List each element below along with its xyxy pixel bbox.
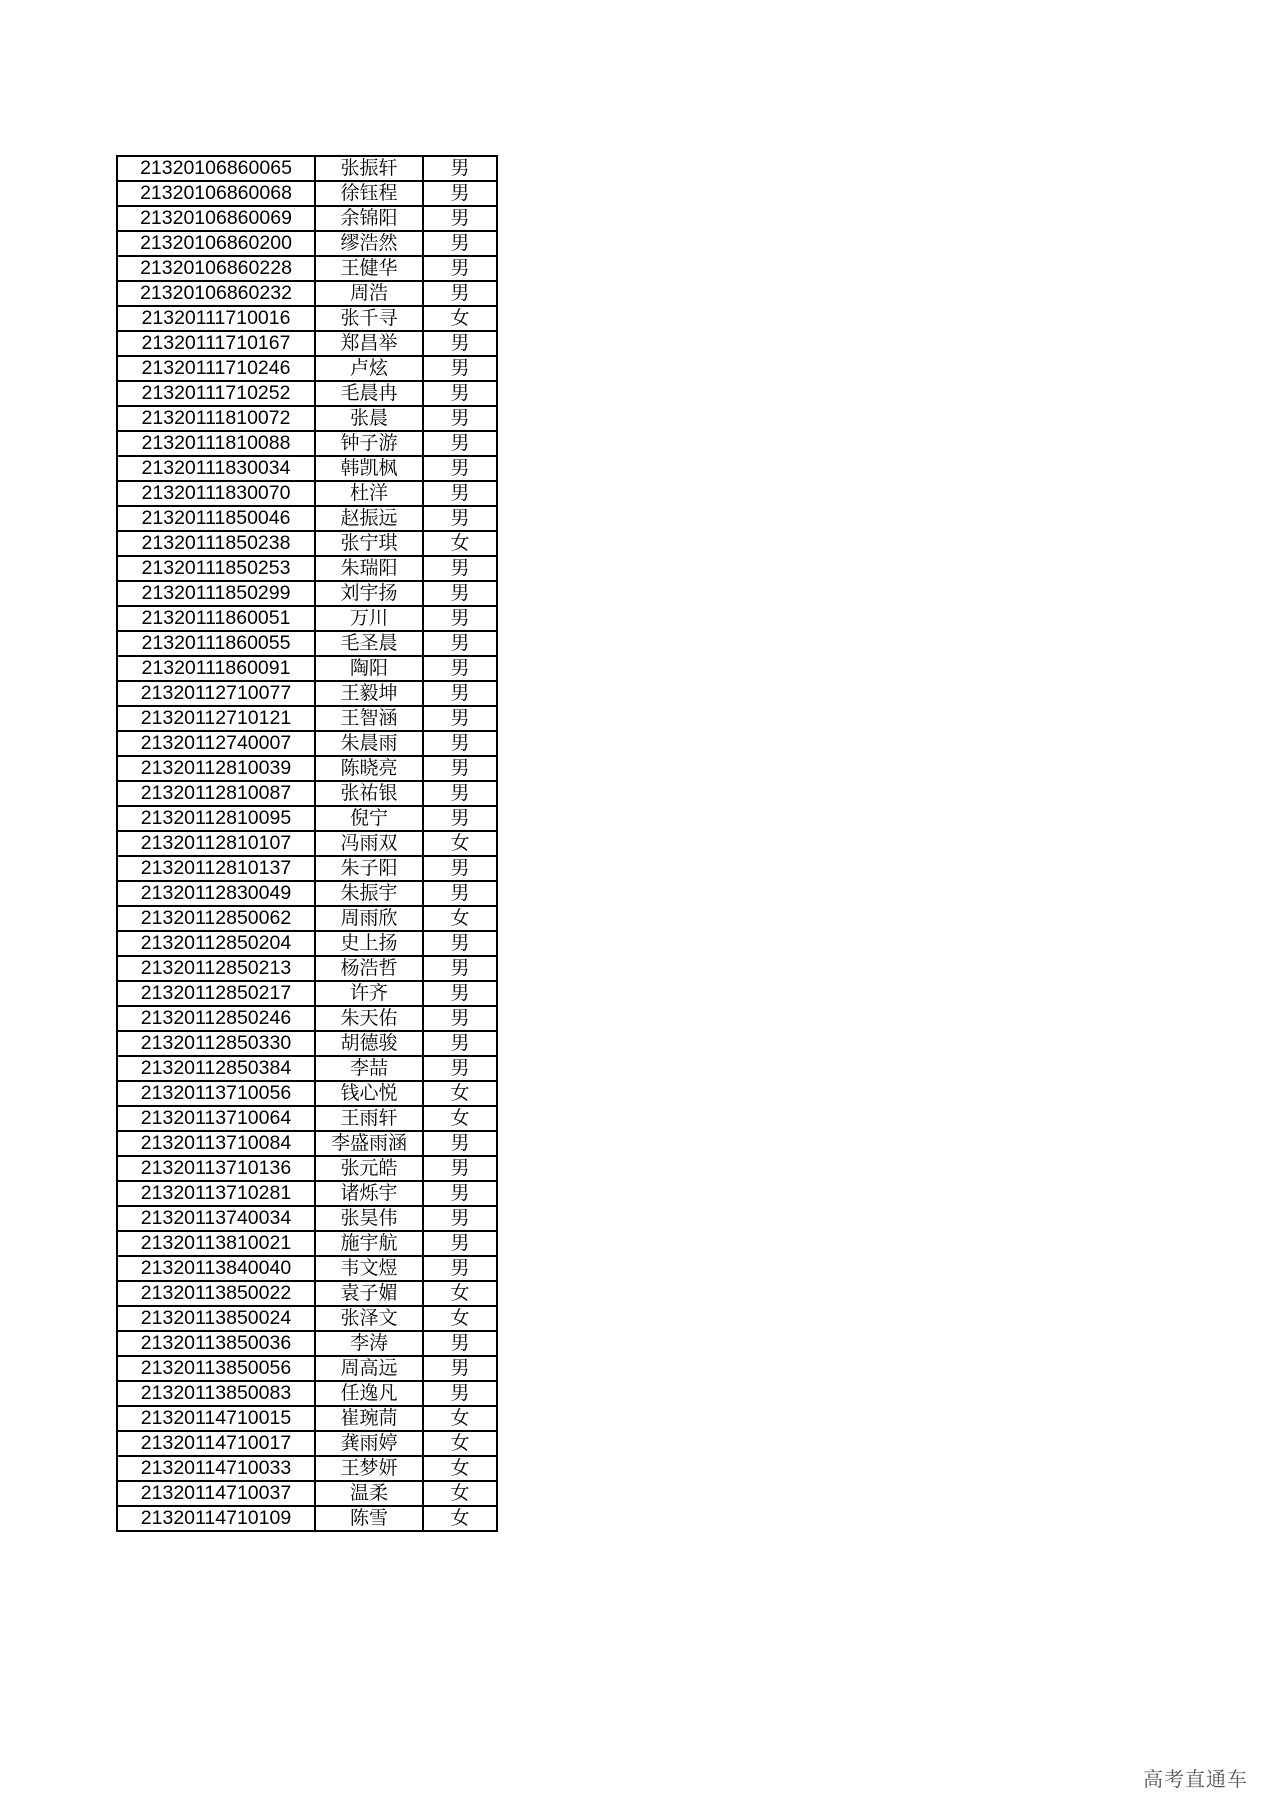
table-row <box>117 1081 497 1106</box>
student-name-cell: 施宇航 <box>315 1231 423 1256</box>
table-row <box>117 1331 497 1356</box>
gender-cell: 男 <box>423 1331 497 1356</box>
student-name-cell: 张振轩 <box>315 156 423 181</box>
gender-cell: 男 <box>423 1206 497 1231</box>
gender-cell: 男 <box>423 656 497 681</box>
exam-id-cell: 21320112830049 <box>117 881 315 906</box>
gender-cell: 男 <box>423 781 497 806</box>
table-row <box>117 756 497 781</box>
watermark-text: 高考直通车 <box>1143 1767 1248 1791</box>
student-name-cell: 卢炫 <box>315 356 423 381</box>
table-row <box>117 731 497 756</box>
student-name-cell: 倪宁 <box>315 806 423 831</box>
exam-id-cell: 21320112810137 <box>117 856 315 881</box>
student-name-cell: 杨浩哲 <box>315 956 423 981</box>
gender-cell: 男 <box>423 681 497 706</box>
exam-id-cell: 21320112810107 <box>117 831 315 856</box>
gender-cell: 女 <box>423 1106 497 1131</box>
student-name-cell: 韦文煜 <box>315 1256 423 1281</box>
table-row <box>117 1056 497 1081</box>
exam-id-cell: 21320111850238 <box>117 531 315 556</box>
student-name-cell: 周浩 <box>315 281 423 306</box>
table-row <box>117 1031 497 1056</box>
student-name-cell: 王智涵 <box>315 706 423 731</box>
exam-id-cell: 21320113850083 <box>117 1381 315 1406</box>
exam-id-cell: 21320113850022 <box>117 1281 315 1306</box>
exam-id-cell: 21320106860200 <box>117 231 315 256</box>
student-name-cell: 刘宇扬 <box>315 581 423 606</box>
table-row <box>117 1106 497 1131</box>
table-row <box>117 806 497 831</box>
table-row <box>117 1481 497 1506</box>
exam-id-cell: 21320111810072 <box>117 406 315 431</box>
gender-cell: 男 <box>423 1181 497 1206</box>
exam-id-cell: 21320114710033 <box>117 1456 315 1481</box>
gender-cell: 女 <box>423 906 497 931</box>
exam-id-cell: 21320111850299 <box>117 581 315 606</box>
student-name-cell: 杜洋 <box>315 481 423 506</box>
gender-cell: 女 <box>423 1281 497 1306</box>
exam-id-cell: 21320113710281 <box>117 1181 315 1206</box>
exam-id-cell: 21320114710037 <box>117 1481 315 1506</box>
student-name-cell: 张宁琪 <box>315 531 423 556</box>
gender-cell: 男 <box>423 1031 497 1056</box>
table-row <box>117 706 497 731</box>
gender-cell: 男 <box>423 331 497 356</box>
exam-id-cell: 21320112740007 <box>117 731 315 756</box>
table-row <box>117 956 497 981</box>
table-row <box>117 531 497 556</box>
exam-id-cell: 21320113710084 <box>117 1131 315 1156</box>
table-row <box>117 1206 497 1231</box>
gender-cell: 男 <box>423 931 497 956</box>
gender-cell: 女 <box>423 1431 497 1456</box>
gender-cell: 男 <box>423 1381 497 1406</box>
exam-id-cell: 21320111710252 <box>117 381 315 406</box>
table-row <box>117 1506 497 1531</box>
roster-body <box>117 156 497 1531</box>
table-row <box>117 256 497 281</box>
table-row <box>117 381 497 406</box>
student-name-cell: 许齐 <box>315 981 423 1006</box>
exam-id-cell: 21320106860228 <box>117 256 315 281</box>
table-row <box>117 206 497 231</box>
student-name-cell: 张昊伟 <box>315 1206 423 1231</box>
student-name-cell: 朱瑞阳 <box>315 556 423 581</box>
table-row <box>117 981 497 1006</box>
roster-table <box>116 155 498 1532</box>
gender-cell: 女 <box>423 306 497 331</box>
exam-id-cell: 21320111830034 <box>117 456 315 481</box>
table-row <box>117 306 497 331</box>
gender-cell: 男 <box>423 406 497 431</box>
student-name-cell: 张千寻 <box>315 306 423 331</box>
gender-cell: 男 <box>423 756 497 781</box>
student-name-cell: 王雨轩 <box>315 1106 423 1131</box>
student-name-cell: 冯雨双 <box>315 831 423 856</box>
student-name-cell: 王健华 <box>315 256 423 281</box>
student-name-cell: 钟子游 <box>315 431 423 456</box>
exam-id-cell: 21320113840040 <box>117 1256 315 1281</box>
student-name-cell: 徐钰程 <box>315 181 423 206</box>
exam-id-cell: 21320113710136 <box>117 1156 315 1181</box>
table-row <box>117 1281 497 1306</box>
student-name-cell: 温柔 <box>315 1481 423 1506</box>
gender-cell: 男 <box>423 481 497 506</box>
exam-id-cell: 21320112810039 <box>117 756 315 781</box>
table-row <box>117 1456 497 1481</box>
gender-cell: 男 <box>423 556 497 581</box>
exam-id-cell: 21320112710121 <box>117 706 315 731</box>
student-name-cell: 毛圣晨 <box>315 631 423 656</box>
table-row <box>117 1406 497 1431</box>
table-row <box>117 581 497 606</box>
student-name-cell: 余锦阳 <box>315 206 423 231</box>
gender-cell: 男 <box>423 1356 497 1381</box>
student-name-cell: 任逸凡 <box>315 1381 423 1406</box>
table-row <box>117 1156 497 1181</box>
table-row <box>117 906 497 931</box>
student-name-cell: 缪浩然 <box>315 231 423 256</box>
student-name-cell: 毛晨冉 <box>315 381 423 406</box>
student-name-cell: 张泽文 <box>315 1306 423 1331</box>
table-row <box>117 1256 497 1281</box>
exam-id-cell: 21320112810095 <box>117 806 315 831</box>
gender-cell: 男 <box>423 1056 497 1081</box>
student-name-cell: 钱心悦 <box>315 1081 423 1106</box>
table-row <box>117 231 497 256</box>
student-name-cell: 朱晨雨 <box>315 731 423 756</box>
student-name-cell: 赵振远 <box>315 506 423 531</box>
table-row <box>117 406 497 431</box>
student-name-cell: 龚雨婷 <box>315 1431 423 1456</box>
table-row <box>117 931 497 956</box>
student-name-cell: 张祐银 <box>315 781 423 806</box>
student-name-cell: 王毅坤 <box>315 681 423 706</box>
exam-id-cell: 21320111860051 <box>117 606 315 631</box>
table-row <box>117 681 497 706</box>
student-name-cell: 诸烁宇 <box>315 1181 423 1206</box>
student-name-cell: 郑昌举 <box>315 331 423 356</box>
table-row <box>117 456 497 481</box>
table-row <box>117 831 497 856</box>
exam-id-cell: 21320106860232 <box>117 281 315 306</box>
table-row <box>117 606 497 631</box>
table-row <box>117 781 497 806</box>
table-row <box>117 631 497 656</box>
gender-cell: 男 <box>423 381 497 406</box>
exam-id-cell: 21320113740034 <box>117 1206 315 1231</box>
gender-cell: 女 <box>423 1456 497 1481</box>
table-row <box>117 881 497 906</box>
exam-id-cell: 21320111850253 <box>117 556 315 581</box>
gender-cell: 男 <box>423 881 497 906</box>
table-row <box>117 556 497 581</box>
student-name-cell: 李喆 <box>315 1056 423 1081</box>
exam-id-cell: 21320112850213 <box>117 956 315 981</box>
gender-cell: 女 <box>423 1081 497 1106</box>
gender-cell: 男 <box>423 1131 497 1156</box>
exam-id-cell: 21320111810088 <box>117 431 315 456</box>
table-row <box>117 1231 497 1256</box>
table-row <box>117 1431 497 1456</box>
student-name-cell: 陶阳 <box>315 656 423 681</box>
table-row <box>117 1356 497 1381</box>
student-name-cell: 胡德骏 <box>315 1031 423 1056</box>
student-name-cell: 朱振宇 <box>315 881 423 906</box>
exam-id-cell: 21320106860069 <box>117 206 315 231</box>
exam-id-cell: 21320111860091 <box>117 656 315 681</box>
gender-cell: 男 <box>423 206 497 231</box>
table-row <box>117 481 497 506</box>
exam-id-cell: 21320113710064 <box>117 1106 315 1131</box>
student-name-cell: 史上扬 <box>315 931 423 956</box>
student-name-cell: 李盛雨涵 <box>315 1131 423 1156</box>
student-name-cell: 韩凯枫 <box>315 456 423 481</box>
exam-id-cell: 21320112850330 <box>117 1031 315 1056</box>
table-row <box>117 506 497 531</box>
exam-id-cell: 21320114710015 <box>117 1406 315 1431</box>
gender-cell: 男 <box>423 806 497 831</box>
exam-id-cell: 21320112850384 <box>117 1056 315 1081</box>
exam-id-cell: 21320113850024 <box>117 1306 315 1331</box>
student-name-cell: 袁子媚 <box>315 1281 423 1306</box>
gender-cell: 男 <box>423 706 497 731</box>
student-name-cell: 崔琬茼 <box>315 1406 423 1431</box>
gender-cell: 男 <box>423 506 497 531</box>
student-name-cell: 朱子阳 <box>315 856 423 881</box>
gender-cell: 男 <box>423 606 497 631</box>
exam-id-cell: 21320113810021 <box>117 1231 315 1256</box>
gender-cell: 男 <box>423 1256 497 1281</box>
gender-cell: 女 <box>423 831 497 856</box>
exam-id-cell: 21320111710016 <box>117 306 315 331</box>
gender-cell: 男 <box>423 456 497 481</box>
exam-id-cell: 21320112850204 <box>117 931 315 956</box>
gender-cell: 女 <box>423 1306 497 1331</box>
gender-cell: 男 <box>423 256 497 281</box>
gender-cell: 男 <box>423 981 497 1006</box>
table-row <box>117 281 497 306</box>
table-row <box>117 1306 497 1331</box>
exam-id-cell: 21320106860068 <box>117 181 315 206</box>
gender-cell: 男 <box>423 1156 497 1181</box>
exam-id-cell: 21320111710167 <box>117 331 315 356</box>
exam-id-cell: 21320114710017 <box>117 1431 315 1456</box>
student-name-cell: 朱天佑 <box>315 1006 423 1031</box>
exam-id-cell: 21320114710109 <box>117 1506 315 1531</box>
gender-cell: 男 <box>423 181 497 206</box>
exam-id-cell: 21320112850217 <box>117 981 315 1006</box>
table-row <box>117 431 497 456</box>
table-row <box>117 1381 497 1406</box>
gender-cell: 男 <box>423 156 497 181</box>
exam-id-cell: 21320113850056 <box>117 1356 315 1381</box>
gender-cell: 男 <box>423 731 497 756</box>
exam-id-cell: 21320112850246 <box>117 1006 315 1031</box>
table-row <box>117 181 497 206</box>
gender-cell: 男 <box>423 431 497 456</box>
student-name-cell: 张晨 <box>315 406 423 431</box>
gender-cell: 男 <box>423 581 497 606</box>
student-name-cell: 张元皓 <box>315 1156 423 1181</box>
gender-cell: 男 <box>423 231 497 256</box>
student-name-cell: 陈晓亮 <box>315 756 423 781</box>
table-row <box>117 1006 497 1031</box>
gender-cell: 男 <box>423 856 497 881</box>
gender-cell: 男 <box>423 281 497 306</box>
gender-cell: 男 <box>423 1006 497 1031</box>
gender-cell: 女 <box>423 1506 497 1531</box>
exam-id-cell: 21320112810087 <box>117 781 315 806</box>
table-row <box>117 156 497 181</box>
exam-id-cell: 21320111860055 <box>117 631 315 656</box>
exam-id-cell: 21320112850062 <box>117 906 315 931</box>
gender-cell: 男 <box>423 956 497 981</box>
student-name-cell: 陈雪 <box>315 1506 423 1531</box>
table-row <box>117 331 497 356</box>
exam-id-cell: 21320111710246 <box>117 356 315 381</box>
gender-cell: 男 <box>423 631 497 656</box>
exam-id-cell: 21320106860065 <box>117 156 315 181</box>
student-name-cell: 万川 <box>315 606 423 631</box>
gender-cell: 男 <box>423 356 497 381</box>
table-row <box>117 656 497 681</box>
gender-cell: 女 <box>423 1406 497 1431</box>
student-name-cell: 周高远 <box>315 1356 423 1381</box>
table-row <box>117 856 497 881</box>
exam-id-cell: 21320111830070 <box>117 481 315 506</box>
student-name-cell: 李涛 <box>315 1331 423 1356</box>
gender-cell: 男 <box>423 1231 497 1256</box>
gender-cell: 女 <box>423 531 497 556</box>
student-name-cell: 王梦妍 <box>315 1456 423 1481</box>
exam-id-cell: 21320111850046 <box>117 506 315 531</box>
gender-cell: 女 <box>423 1481 497 1506</box>
table-row <box>117 1131 497 1156</box>
exam-id-cell: 21320113710056 <box>117 1081 315 1106</box>
student-name-cell: 周雨欣 <box>315 906 423 931</box>
exam-id-cell: 21320113850036 <box>117 1331 315 1356</box>
table-row <box>117 1181 497 1206</box>
exam-id-cell: 21320112710077 <box>117 681 315 706</box>
table-row <box>117 356 497 381</box>
